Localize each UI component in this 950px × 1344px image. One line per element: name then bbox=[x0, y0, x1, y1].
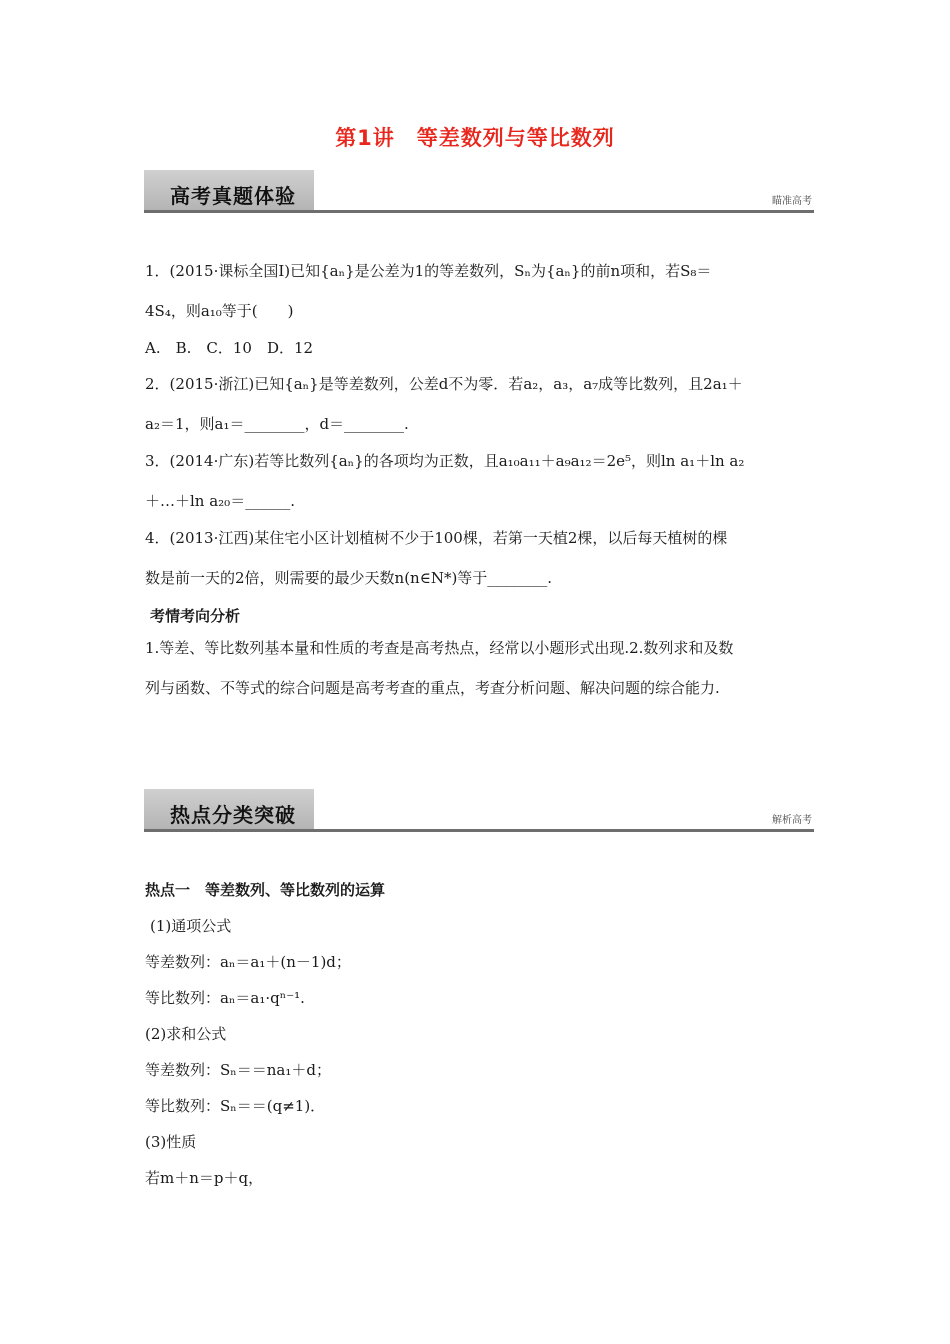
question-line: 4．(2013·江西)某住宅小区计划植树不少于100棵，若第一天植2棵，以后每天植树的棵 bbox=[145, 529, 728, 547]
question-line: a₂＝1，则a₁＝________，d＝________. bbox=[145, 415, 409, 433]
question-line: 1．(2015·课标全国Ⅰ)已知{aₙ}是公差为1的等差数列，Sₙ为{aₙ}的前n项和，若S₈＝ bbox=[145, 262, 712, 280]
section-title: 热点分类突破 bbox=[170, 803, 296, 827]
question-line: ＋…＋ln a₂₀＝______. bbox=[145, 492, 295, 510]
page-title: 第1讲 等差数列与等比数列 bbox=[335, 126, 615, 150]
section-banner-hotspot bbox=[144, 789, 814, 833]
section-banner-gaokao bbox=[144, 170, 814, 214]
section-tag: 瞄准高考 bbox=[772, 196, 812, 207]
content-line: 若m＋n＝p＋q， bbox=[145, 1169, 264, 1187]
content-line: (3)性质 bbox=[145, 1133, 197, 1151]
hotspot-heading: 热点一 等差数列、等比数列的运算 bbox=[145, 881, 386, 899]
question-line: 3．(2014·广东)若等比数列{aₙ}的各项均为正数，且a₁₀a₁₁＋a₉a₁₂＝2e⁵，则ln a₁＋ln a₂ bbox=[145, 452, 745, 470]
content-line: (1)通项公式 bbox=[150, 917, 232, 935]
section-title: 高考真题体验 bbox=[170, 184, 296, 208]
question-line: 4S₄，则a₁₀等于( ) bbox=[145, 302, 294, 320]
analysis-heading: 考情考向分析 bbox=[150, 607, 241, 625]
content-line: 等差数列：Sₙ＝＝na₁＋d； bbox=[145, 1061, 331, 1079]
question-line: 2．(2015·浙江)已知{aₙ}是等差数列，公差d不为零．若a₂，a₃，a₇成等比数列，且2a₁＋ bbox=[145, 375, 743, 393]
section-tag: 解析高考 bbox=[772, 815, 812, 826]
banner-rule bbox=[144, 829, 814, 832]
banner-rule bbox=[144, 210, 814, 213]
analysis-line: 1.等差、等比数列基本量和性质的考查是高考热点，经常以小题形式出现.2.数列求和及数 bbox=[145, 639, 734, 657]
question-line: 数是前一天的2倍，则需要的最少天数n(n∈N*)等于________. bbox=[145, 569, 553, 587]
content-line: (2)求和公式 bbox=[145, 1025, 227, 1043]
content-line: 等差数列：aₙ＝a₁＋(n－1)d； bbox=[145, 953, 351, 971]
analysis-line: 列与函数、不等式的综合问题是高考考查的重点，考查分析问题、解决问题的综合能力. bbox=[145, 679, 720, 697]
question-options: A. B. C．10 D．12 bbox=[145, 339, 314, 357]
content-line: 等比数列：aₙ＝a₁·qⁿ⁻¹. bbox=[145, 989, 305, 1007]
content-line: 等比数列：Sₙ＝＝(q≠1)． bbox=[145, 1097, 326, 1115]
